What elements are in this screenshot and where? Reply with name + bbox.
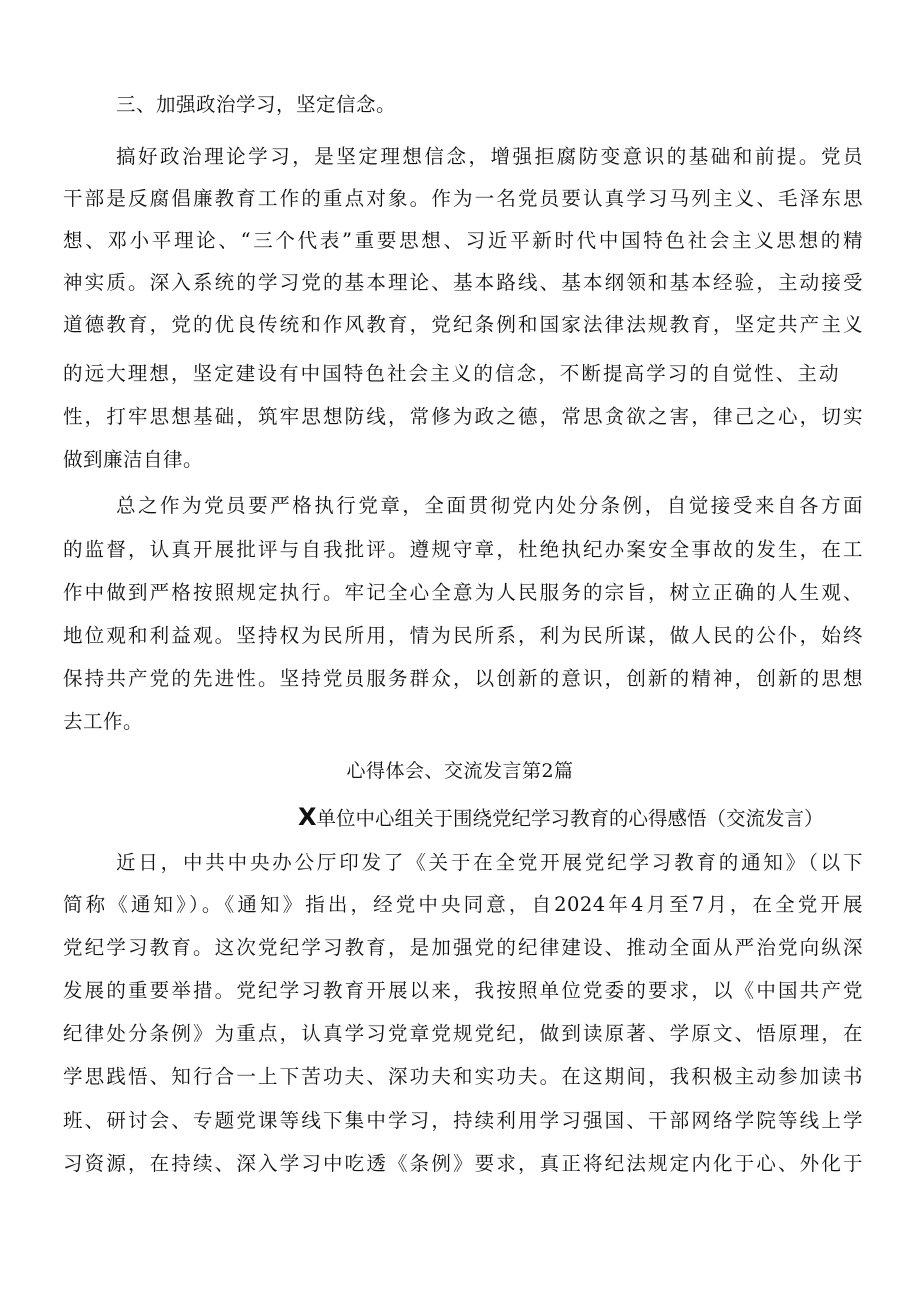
article-title-text: 单位中心组关于围绕党纪学习教育的心得感悟（交流发言） bbox=[316, 807, 824, 830]
paragraph-line: 作中做到严格按照规定执行。牢记全心全意为人民服务的宗旨，树立正确的人生观、 bbox=[63, 581, 863, 604]
paragraph-line: 发展的重要举措。党纪学习教育开展以来，我按照单位党委的要求，以《中国共产党 bbox=[63, 979, 863, 1002]
paragraph-line: 纪律处分条例》为重点，认真学习党章党规党纪，做到读原著、学原文、悟原理，在 bbox=[63, 1022, 863, 1045]
paragraph-line: 地位观和利益观。坚持权为民所用，情为民所系，利为民所谋，做人民的公仆，始终 bbox=[63, 624, 863, 647]
paragraph-line: 做到廉洁自律。 bbox=[63, 448, 204, 471]
paragraph-line: 道德教育，党的优良传统和作风教育，党纪条例和国家法律法规教育，坚定共产主义 bbox=[63, 313, 863, 336]
paragraph-line: 的监督，认真开展批评与自我批评。遵规守章，杜绝执纪办案安全事故的发生，在工 bbox=[63, 538, 863, 561]
paragraph-line: 神实质。深入系统的学习党的基本理论、基本路线、基本纲领和基本经验，主动接受 bbox=[63, 271, 863, 294]
paragraph-line: 去工作。 bbox=[63, 710, 144, 733]
article-title bbox=[298, 797, 824, 837]
section-heading: 三、加强政治学习，坚定信念。 bbox=[116, 93, 397, 116]
paragraph-line: 想、邓小平理论、“三个代表”重要思想、习近平新时代中国特色社会主义思想的精 bbox=[63, 229, 863, 252]
paragraph-line: 总之作为党员要严格执行党章，全面贯彻党内处分条例，自觉接受来自各方面 bbox=[116, 494, 863, 517]
article-title-prefix: X bbox=[298, 803, 317, 831]
paragraph-line: 学思践悟、知行合一上下苦功夫、深功夫和实功夫。在这期间，我积极主动参加读书 bbox=[63, 1065, 863, 1088]
paragraph-line: 性，打牢思想基础，筑牢思想防线，常修为政之德，常思贪欲之害，律己之心，切实 bbox=[63, 405, 863, 428]
paragraph-line: 近日，中共中央办公厅印发了《关于在全党开展党纪学习教育的通知》（以下 bbox=[116, 851, 863, 874]
paragraph-line: 习资源，在持续、深入学习中吃透《条例》要求，真正将纪法规定内化于心、外化于 bbox=[63, 1152, 863, 1175]
paragraph-line: 搞好政治理论学习，是坚定理想信念，增强拒腐防变意识的基础和前提。党员 bbox=[116, 145, 863, 168]
paragraph-line: 班、研讨会、专题党课等线下集中学习，持续利用学习强国、干部网络学院等线上学 bbox=[63, 1109, 863, 1132]
paragraph-line: 干部是反腐倡廉教育工作的重点对象。作为一名党员要认真学习马列主义、毛泽东思 bbox=[63, 187, 863, 210]
paragraph-line: 简称《通知》）。《通知》指出，经党中央同意，自2024年4月至7月，在全党开展 bbox=[63, 893, 863, 916]
paragraph-line: 党纪学习教育。这次党纪学习教育，是加强党的纪律建设、推动全面从严治党向纵深 bbox=[63, 936, 863, 959]
paragraph-line: 保持共产党的先进性。坚持党员服务群众，以创新的意识，创新的精神，创新的思想 bbox=[63, 667, 863, 690]
paragraph-line: 的远大理想，坚定建设有中国特色社会主义的信念，不断提高学习的自觉性、主动 bbox=[63, 362, 839, 385]
part-label: 心得体会、交流发言第2篇 bbox=[346, 760, 574, 782]
